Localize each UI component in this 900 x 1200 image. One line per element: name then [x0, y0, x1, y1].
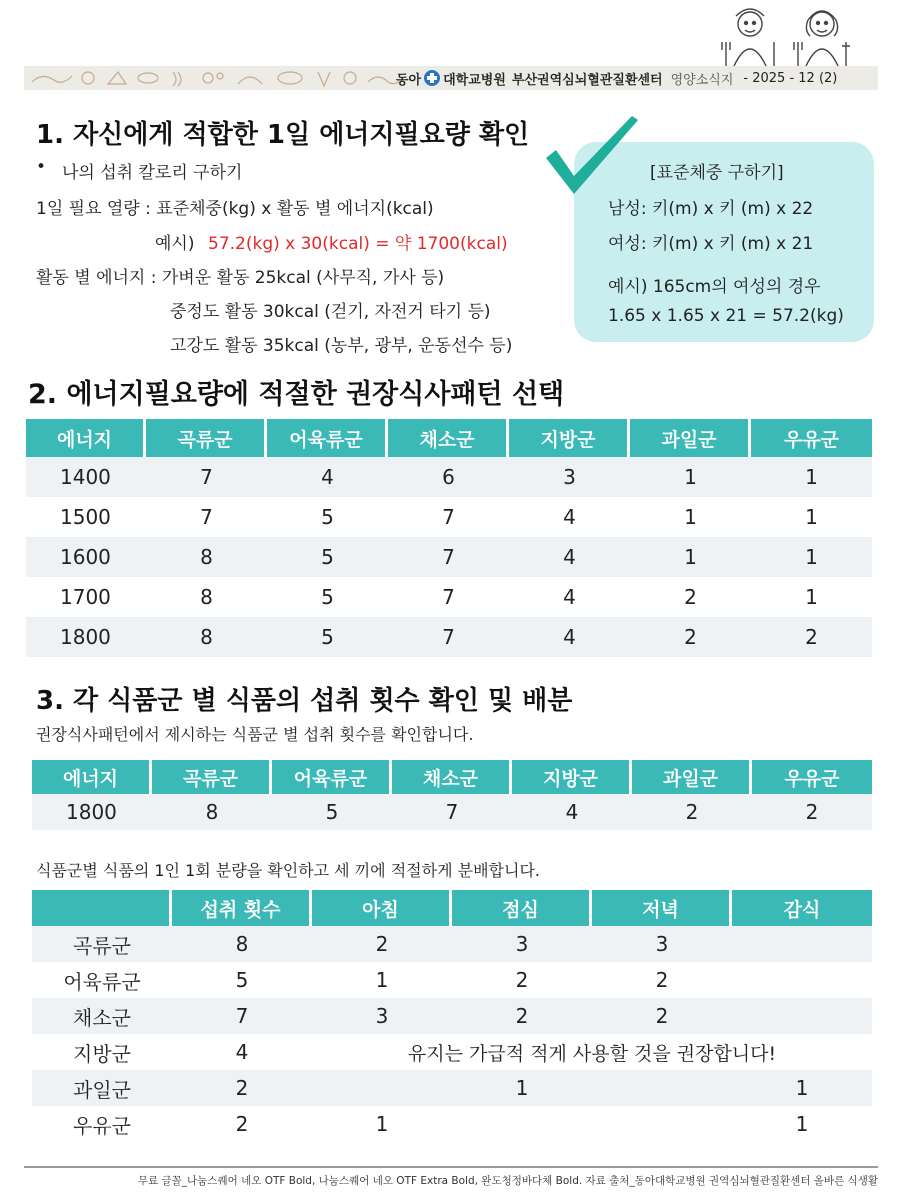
col-milk: 우유군: [752, 760, 872, 794]
cell: 2: [592, 998, 732, 1034]
table-row: [26, 497, 872, 537]
cell: 8: [152, 794, 272, 830]
table-row: [32, 926, 872, 962]
cell: [452, 1106, 592, 1142]
cell: 2: [312, 926, 452, 962]
cell: 7: [172, 998, 312, 1034]
cell: 2: [751, 617, 872, 657]
col-milk: 우유군: [751, 419, 872, 457]
cell: 6: [388, 457, 509, 497]
col-blank: [32, 890, 172, 926]
table-row-fat: [32, 1034, 872, 1070]
hospital-cross-icon: [424, 70, 440, 86]
section1-title: 1. 자신에게 적합한 1일 에너지필요량 확인: [36, 120, 530, 150]
col-intake-count: 섭취 횟수: [172, 890, 312, 926]
table-header-row: [32, 890, 872, 926]
cell: 1700: [26, 577, 146, 617]
cell: 1600: [26, 537, 146, 577]
col-fruit: 과일군: [630, 419, 751, 457]
checkmark-icon: [540, 112, 644, 202]
cell: 곡류군: [32, 926, 172, 962]
food-doodles-icon: [28, 68, 408, 88]
activity-light: 활동 별 에너지 : 가벼운 활동 25kcal (사무직, 가사 등): [36, 268, 445, 288]
col-meat: 어육류군: [267, 419, 388, 457]
cell: 1: [630, 537, 751, 577]
footer-divider: [24, 1166, 878, 1168]
brand-university-hospital: 대학교병원: [443, 72, 506, 88]
section3-desc: 권장식사패턴에서 제시하는 식품군 별 섭취 횟수를 확인합니다.: [36, 725, 474, 744]
cell: 8: [146, 537, 267, 577]
fat-note: 유지는 가급적 적게 사용할 것을 권장합니다!: [312, 1034, 872, 1070]
cell: 1: [751, 457, 872, 497]
cell: 1500: [26, 497, 146, 537]
bullet-dot: •: [36, 157, 47, 177]
header-title: [396, 66, 876, 90]
cell: 2: [632, 794, 752, 830]
col-grain: 곡류군: [152, 760, 272, 794]
table-row: [26, 457, 872, 497]
cell: 8: [172, 926, 312, 962]
std-weight-title: [표준체중 구하기]: [650, 163, 784, 183]
cell: 1800: [32, 794, 152, 830]
cell: 1800: [26, 617, 146, 657]
cell: 4: [509, 617, 630, 657]
activity-moderate: 중정도 활동 30kcal (걷기, 자전거 타기 등): [170, 302, 491, 322]
table-header-row: [26, 419, 872, 457]
cell: 1400: [26, 457, 146, 497]
cell: 채소군: [32, 998, 172, 1034]
cell: 3: [312, 998, 452, 1034]
cell: 2: [452, 998, 592, 1034]
bullet-text: 나의 섭취 칼로리 구하기: [62, 163, 243, 183]
cell: 우유군: [32, 1106, 172, 1142]
cell: 1: [751, 497, 872, 537]
cell: [732, 926, 872, 962]
col-energy: 에너지: [32, 760, 152, 794]
table-header-row: [32, 760, 872, 794]
std-weight-male: 남성: 키(m) x 키 (m) x 22: [608, 199, 814, 219]
col-vegetable: 채소군: [392, 760, 512, 794]
cell: [732, 998, 872, 1034]
cell: 5: [267, 497, 388, 537]
table-row: [32, 794, 872, 830]
cell: 5: [267, 577, 388, 617]
cell: [732, 962, 872, 998]
col-lunch: 점심: [452, 890, 592, 926]
cell: 7: [146, 497, 267, 537]
std-weight-example-calc: 1.65 x 1.65 x 21 = 57.2(kg): [608, 306, 844, 326]
formula-label: 1일 필요 열량 : 표준체중(kg) x 활동 별 에너지(kcal): [36, 199, 434, 219]
col-fruit: 과일군: [632, 760, 752, 794]
section3-desc2: 식품군별 식품의 1인 1회 분량을 확인하고 세 끼에 적절하게 분배합니다.: [36, 861, 540, 880]
newsletter-label: 영양소식지: [670, 72, 734, 88]
section3-title: 3. 각 식품군 별 식품의 섭취 횟수 확인 및 배분: [36, 686, 573, 716]
cell: 3: [452, 926, 592, 962]
std-weight-example: 예시) 165cm의 여성의 경우: [608, 277, 821, 297]
col-vegetable: 채소군: [388, 419, 509, 457]
cell: 7: [388, 617, 509, 657]
col-fat: 지방군: [512, 760, 632, 794]
cell: 3: [592, 926, 732, 962]
cell: [592, 1106, 732, 1142]
col-dinner: 저녁: [592, 890, 732, 926]
cell: 5: [272, 794, 392, 830]
cell: 1: [630, 497, 751, 537]
cell: 2: [452, 962, 592, 998]
cell: 5: [172, 962, 312, 998]
example-label: 예시): [155, 234, 195, 254]
cell: 2: [752, 794, 872, 830]
cooks-illustration-icon: [706, 2, 866, 68]
cell: 7: [388, 497, 509, 537]
cell: 4: [512, 794, 632, 830]
table-row: [32, 998, 872, 1034]
col-energy: 에너지: [26, 419, 146, 457]
cell: 2: [592, 962, 732, 998]
cell: 5: [267, 617, 388, 657]
cell: 4: [509, 577, 630, 617]
col-meat: 어육류군: [272, 760, 392, 794]
selected-pattern-table: [32, 760, 872, 830]
col-grain: 곡류군: [146, 419, 267, 457]
cell: 1: [312, 962, 452, 998]
cell: 어육류군: [32, 962, 172, 998]
table-row: [26, 577, 872, 617]
issue-number: - 2025 - 12 (2): [743, 70, 838, 86]
section2-title: 2. 에너지필요량에 적절한 권장식사패턴 선택: [28, 379, 565, 410]
cell: 5: [267, 537, 388, 577]
cell: [592, 1070, 732, 1106]
cell: 2: [630, 617, 751, 657]
cell: 1: [751, 577, 872, 617]
table-row: [26, 537, 872, 577]
cell: 1: [732, 1070, 872, 1106]
brand-dong-a: 동아: [396, 72, 422, 88]
cell: 4: [509, 537, 630, 577]
cell: [312, 1070, 452, 1106]
center-name: 부산권역심뇌혈관질환센터: [511, 72, 663, 88]
cell: 8: [146, 617, 267, 657]
col-breakfast: 아침: [312, 890, 452, 926]
cell: 과일군: [32, 1070, 172, 1106]
cell: 4: [509, 497, 630, 537]
table-row: [32, 1106, 872, 1142]
example-value: 57.2(kg) x 30(kcal) = 약 1700(kcal): [208, 234, 508, 254]
cell: 7: [388, 537, 509, 577]
cell: 1: [312, 1106, 452, 1142]
cell: 1: [751, 537, 872, 577]
table-row: [32, 1070, 872, 1106]
cell: 7: [388, 577, 509, 617]
cell: 4: [267, 457, 388, 497]
cell: 4: [172, 1034, 312, 1070]
cell: 1: [732, 1106, 872, 1142]
meal-pattern-table: [26, 419, 872, 657]
std-weight-female: 여성: 키(m) x 키 (m) x 21: [608, 234, 814, 254]
col-fat: 지방군: [509, 419, 630, 457]
col-snack: 감식: [732, 890, 872, 926]
cell: 7: [146, 457, 267, 497]
meal-distribution-table: [32, 890, 872, 1142]
footer-credits: 무료 글꼴_나눔스퀘어 네오 OTF Bold, 나눔스퀘어 네오 OTF Extra Bold, 완도청정바다체 Bold. 자료 출처_동아대학교병원 권역심뇌혈관질환센터 올바른 식생활: [137, 1175, 878, 1187]
activity-high: 고강도 활동 35kcal (농부, 광부, 운동선수 등): [170, 336, 513, 356]
cell: 3: [509, 457, 630, 497]
cell: 2: [172, 1106, 312, 1142]
table-row: [32, 962, 872, 998]
cell: 1: [452, 1070, 592, 1106]
cell: 8: [146, 577, 267, 617]
cell: 지방군: [32, 1034, 172, 1070]
cell: 2: [172, 1070, 312, 1106]
table-row: [26, 617, 872, 657]
cell: 2: [630, 577, 751, 617]
cell: 1: [630, 457, 751, 497]
cell: 7: [392, 794, 512, 830]
